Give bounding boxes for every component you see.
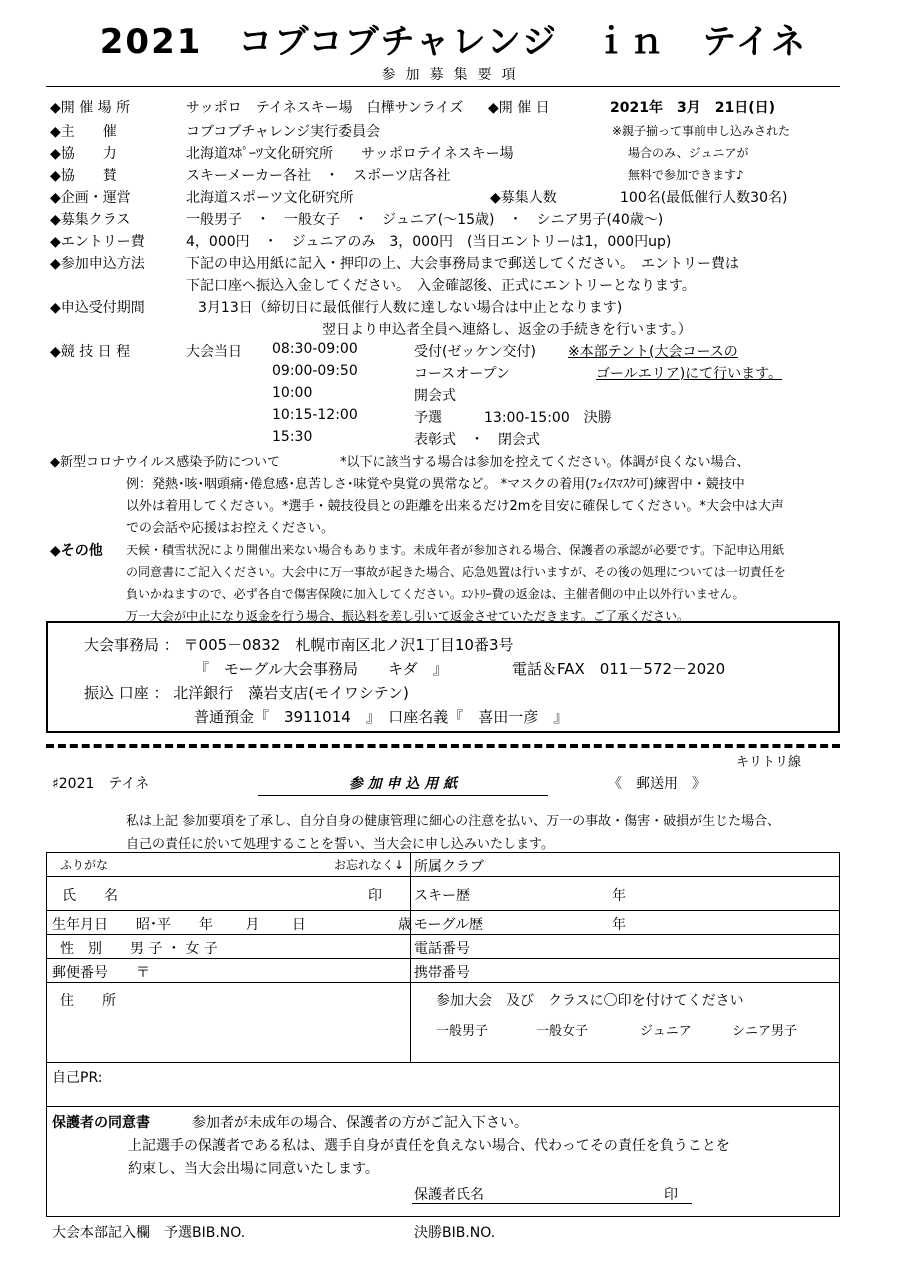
class-option-junior[interactable]: ジュニア bbox=[640, 1024, 692, 1039]
furigana-label: ふりがな bbox=[60, 858, 109, 872]
schedule-time-4: 10:15-12:00 bbox=[272, 407, 358, 423]
date-value: 2021年 3月 21日(日) bbox=[610, 100, 775, 116]
guardian-seal: 印 bbox=[664, 1187, 678, 1203]
class-option-senior[interactable]: シニア男子 bbox=[732, 1024, 798, 1039]
schedule-time-2: 09:00-09:50 bbox=[272, 363, 358, 379]
covid-line-4: での会話や応援はお控えください。 bbox=[126, 521, 335, 536]
dont-forget-label: お忘れなく↓ bbox=[334, 858, 405, 872]
other-line-3: 負いかねますので、必ず各自で傷害保険に加入してください。ｴﾝﾄﾘｰ費の返金は、主催者側の中止以外行いません。 bbox=[126, 587, 745, 601]
club-field[interactable]: 所属クラブ bbox=[414, 859, 484, 875]
other-line-4: 万一大会が中止になり返金を行う場合、振込料を差し引いて返金させていただきます。ご了承ください。 bbox=[126, 609, 690, 623]
office-line-4: 普通預金『 3911014 』 口座名義『 喜田一彦 』 bbox=[194, 708, 569, 726]
cut-label: キリトリ線 bbox=[736, 755, 802, 770]
cut-line bbox=[46, 744, 840, 748]
other-label: ◆その他 bbox=[50, 543, 103, 559]
title-divider bbox=[46, 86, 840, 87]
form-line bbox=[46, 1106, 840, 1107]
pledge-line-1: 私は上記 参加要項を了承し、自分自身の健康管理に細心の注意を払い、万一の事故・傷害・破損が生じた場合、 bbox=[126, 814, 781, 829]
class-value: 一般男子 ・ 一般女子 ・ ジュニア(～15歳) ・ シニア男子(40歳～) bbox=[186, 212, 664, 228]
venue-label: ◆開 催 場 所 bbox=[50, 100, 131, 116]
guardian-name-underline bbox=[412, 1203, 692, 1204]
note-line3: 無料で参加できます♪ bbox=[628, 168, 744, 182]
postal-field[interactable]: 郵便番号 〒 bbox=[52, 965, 150, 981]
schedule-time-1: 08:30-09:00 bbox=[272, 341, 358, 357]
schedule-event-1: 受付(ゼッケン交付) bbox=[414, 344, 536, 360]
page-subtitle: 参加募集要項 bbox=[381, 67, 526, 83]
age-label: 歳 bbox=[398, 917, 412, 933]
gender-field[interactable]: 性 別 男 子 ・ 女 子 bbox=[60, 941, 218, 957]
name-seal: 印 bbox=[368, 888, 382, 904]
sponsor-label: ◆協 賛 bbox=[50, 168, 117, 184]
schedule-event-5: 表彰式 ・ 閉会式 bbox=[414, 432, 540, 448]
period-value-1: 3月13日（締切日に最低催行人数に達しない場合は中止となります) bbox=[198, 300, 623, 316]
name-field[interactable]: 氏 名 bbox=[62, 888, 118, 904]
fee-label: ◆エントリー費 bbox=[50, 234, 145, 250]
mogul-years-field[interactable]: モーグル歴 bbox=[414, 917, 484, 933]
guardian-line-1: 上記選手の保護者である私は、選手自身が責任を負えない場合、代わってその責任を負うことを bbox=[128, 1138, 730, 1154]
coop-value: 北海道ｽﾎﾟｰﾂ文化研究所 サッポロテイネスキー場 bbox=[186, 146, 514, 162]
form-line bbox=[46, 934, 840, 935]
form-line bbox=[46, 910, 840, 911]
class-option-women[interactable]: 一般女子 bbox=[536, 1024, 589, 1039]
guardian-line-2: 約束し、当大会出場に同意いたします。 bbox=[128, 1161, 379, 1177]
office-line-3: 振込 口座 ： 北洋銀行 藻岩支店(モイワシテン) bbox=[84, 684, 409, 702]
mobile-field[interactable]: 携帯番号 bbox=[414, 965, 470, 981]
guardian-label: 保護者の同意書 bbox=[52, 1115, 150, 1131]
schedule-day: 大会当日 bbox=[186, 344, 242, 360]
host-label: ◆主 催 bbox=[50, 124, 117, 140]
birthdate-field[interactable]: 生年月日 昭･平 年 月 日 bbox=[52, 917, 306, 933]
note-line1: ※親子揃って事前申し込みされた bbox=[612, 124, 791, 138]
office-line-2: 『 モーグル大会事務局 キダ 』 bbox=[194, 660, 448, 678]
mogul-years-unit: 年 bbox=[612, 917, 626, 933]
class-option-men[interactable]: 一般男子 bbox=[436, 1024, 489, 1039]
form-line bbox=[46, 982, 840, 983]
plan-value: 北海道スポーツ文化研究所 bbox=[186, 190, 354, 206]
schedule-label: ◆競 技 日 程 bbox=[50, 344, 131, 360]
ski-years-unit: 年 bbox=[612, 888, 626, 904]
venue-value: サッポロ テイネスキー場 白樺サンライズ bbox=[186, 100, 464, 116]
form-title: 参 加 申 込 用 紙 bbox=[258, 773, 548, 796]
other-line-2: の同意書にご記入ください。大会中に万一事故が起きた場合、応急処置は行いますが、その後の処理については一切責任を bbox=[126, 565, 786, 579]
phone-field[interactable]: 電話番号 bbox=[414, 941, 470, 957]
host-value: コブコブチャレンジ実行委員会 bbox=[186, 124, 381, 140]
office-line-1: 大会事務局 ： 〒005－0832 札幌市南区北ノ沢1丁目10番3号 bbox=[84, 636, 514, 654]
date-label: ◆開 催 日 bbox=[488, 100, 550, 116]
period-label: ◆申込受付期間 bbox=[50, 300, 145, 316]
hq-entry-label: 大会本部記入欄 予選BIB.NO. bbox=[52, 1225, 246, 1241]
address-field[interactable]: 住 所 bbox=[60, 993, 116, 1009]
form-code: ♯2021 テイネ bbox=[52, 776, 150, 792]
entry-instruction: 参加大会 及び クラスに〇印を付けてください bbox=[436, 993, 744, 1009]
other-line-1: 天候・積雪状況により開催出来ない場合もあります。未成年者が参加される場合、保護者の承認が必要です。下記申込用紙 bbox=[126, 543, 785, 557]
form-mail: 《 郵送用 》 bbox=[608, 776, 706, 792]
form-line bbox=[46, 1062, 840, 1063]
ski-years-field[interactable]: スキー歴 bbox=[414, 888, 470, 904]
schedule-event-3: 開会式 bbox=[414, 388, 456, 404]
pledge-line-2: 自己の責任に於いて処理することを誓い、当大会に申し込みいたします。 bbox=[126, 837, 554, 852]
period-value-2: 翌日より申込者全員へ連絡し、返金の手続きを行います。） bbox=[322, 322, 692, 338]
form-line bbox=[46, 876, 840, 877]
guardian-intro: 参加者が未成年の場合、保護者の方がご記入下さい。 bbox=[192, 1115, 528, 1131]
sponsor-value: スキーメーカー各社 ・ スポーツ店各社 bbox=[186, 168, 451, 184]
schedule-event-4: 予選 13:00-15:00 決勝 bbox=[414, 410, 612, 426]
page-title: 2021 コブコブチャレンジ ｉｎ テイネ bbox=[99, 22, 808, 62]
capacity-value: 100名(最低催行人数30名) bbox=[620, 190, 788, 206]
guardian-name-field[interactable]: 保護者氏名 bbox=[414, 1187, 484, 1203]
final-bib-label: 決勝BIB.NO. bbox=[414, 1225, 496, 1241]
note-line2: 場合のみ、ジュニアが bbox=[628, 146, 749, 160]
form-line bbox=[46, 958, 840, 959]
fee-value: 4，000円 ・ ジュニアのみ 3，000円 (当日エントリーは1，000円up) bbox=[186, 234, 672, 250]
schedule-note-1: ※本部テント(大会コースの bbox=[568, 344, 738, 360]
form-divider bbox=[410, 852, 411, 1062]
apply-value-1: 下記の申込用紙に記入・押印の上、大会事務局まで郵送してください。 エントリー費は bbox=[186, 256, 739, 272]
apply-label: ◆参加申込方法 bbox=[50, 256, 145, 272]
capacity-label: ◆募集人数 bbox=[490, 190, 557, 206]
plan-label: ◆企画・運営 bbox=[50, 190, 131, 206]
venue-row bbox=[50, 97, 130, 117]
coop-label: ◆協 力 bbox=[50, 146, 117, 162]
schedule-event-2: コースオープン bbox=[414, 366, 511, 382]
covid-line-3: 以外は着用してください。*選手・競技役員との距離を出来るだけ2mを目安に確保してください。*大会中は大声 bbox=[126, 499, 784, 514]
covid-line-1: *以下に該当する場合は参加を控えてください。体調が良くない場合、 bbox=[340, 455, 750, 470]
schedule-note-2: ゴールエリア)にて行います。 bbox=[596, 366, 783, 382]
pr-field[interactable]: 自己PR: bbox=[52, 1070, 103, 1086]
schedule-time-3: 10:00 bbox=[272, 385, 313, 401]
class-label: ◆募集クラス bbox=[50, 212, 131, 228]
covid-label: ◆新型コロナウイルス感染予防について bbox=[50, 455, 280, 470]
schedule-time-5: 15:30 bbox=[272, 429, 313, 445]
covid-line-2: 例：発熱･咳･咽頭痛･倦怠感･息苦しさ･味覚や臭覚の異常など。 *マスクの着用(ﾌｪｲｽﾏｽｸ可)練習中・競技中 bbox=[126, 477, 745, 492]
office-tel: 電話＆FAX 011－572－2020 bbox=[512, 660, 726, 678]
apply-value-2: 下記口座へ振込入金してください。 入金確認後、正式にエントリーとなります。 bbox=[186, 278, 696, 294]
